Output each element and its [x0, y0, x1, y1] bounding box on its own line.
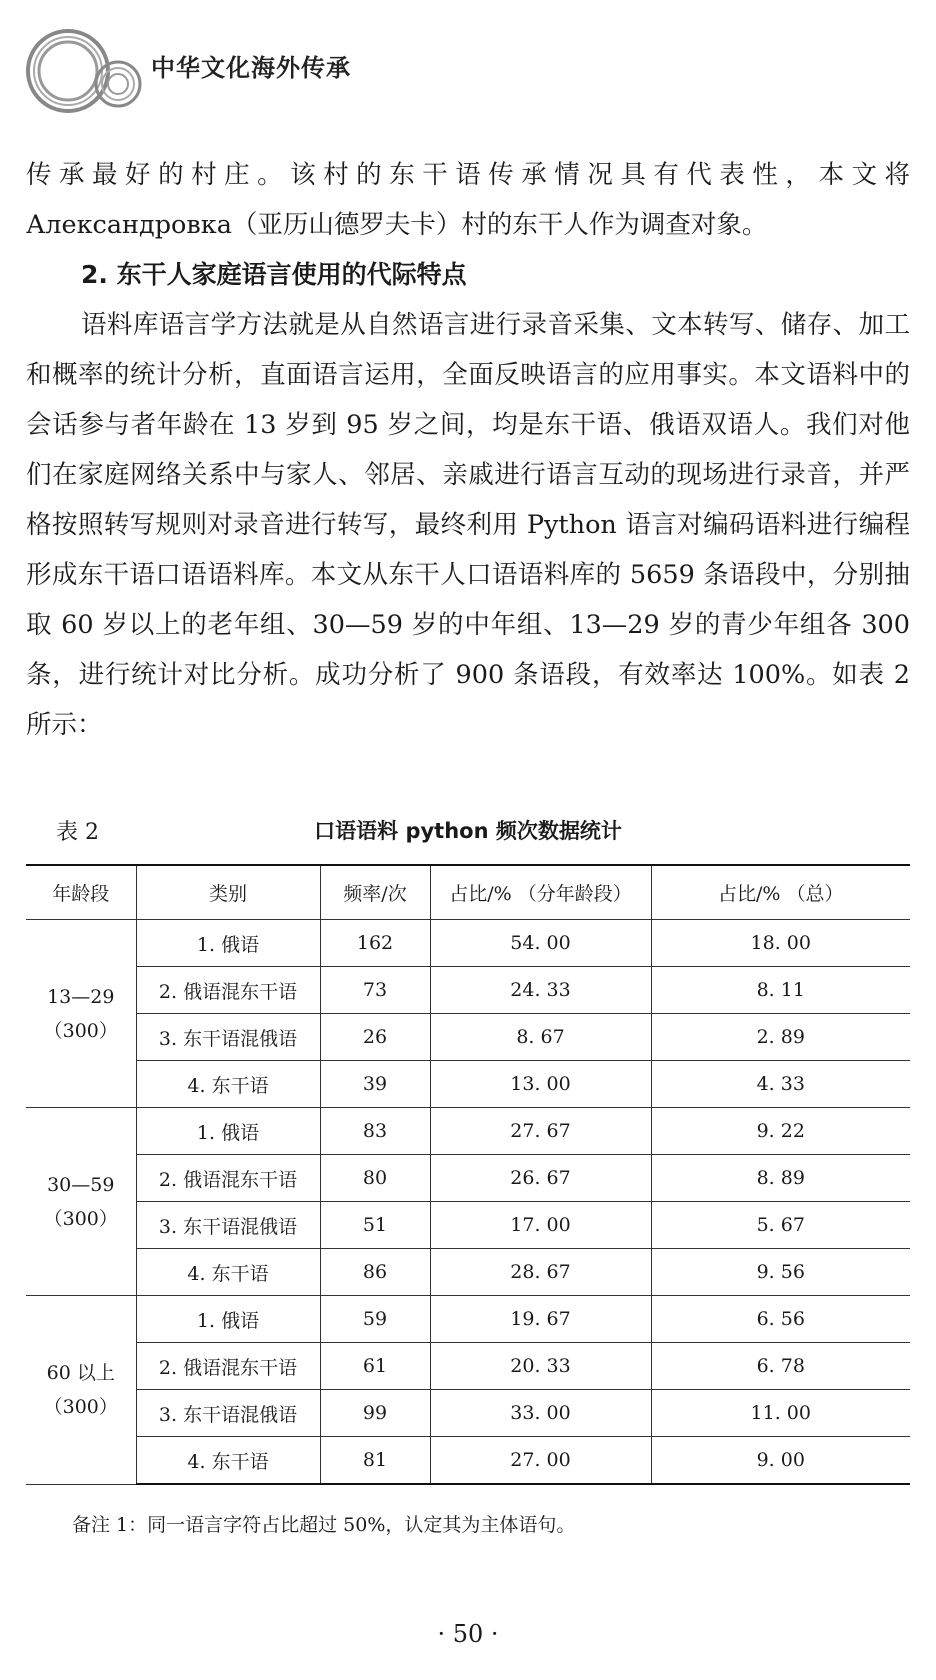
- percent-group-cell: 26. 67: [430, 1155, 651, 1202]
- category-cell: 1. 俄语: [136, 1108, 320, 1155]
- category-cell: 3. 东干语混俄语: [136, 1202, 320, 1249]
- table-row: [26, 1296, 910, 1343]
- age-group-cell: [26, 1296, 136, 1485]
- frequency-cell: 81: [320, 1437, 430, 1485]
- percent-group-cell: 13. 00: [430, 1061, 651, 1108]
- table-row: [26, 1249, 910, 1296]
- header-percent-group: 占比/% （分年龄段）: [430, 865, 651, 920]
- section-heading: 2. 东干人家庭语言使用的代际特点: [81, 260, 467, 289]
- circles-logo-icon: [26, 26, 146, 116]
- percent-total-cell: 5. 67: [651, 1202, 910, 1249]
- category-cell: 1. 俄语: [136, 920, 320, 967]
- percent-total-cell: 18. 00: [651, 920, 910, 967]
- age-group-cell: [26, 1108, 136, 1296]
- percent-total-cell: 2. 89: [651, 1014, 910, 1061]
- category-cell: 1. 俄语: [136, 1296, 320, 1343]
- age-group-cell: [26, 920, 136, 1108]
- table-row: [26, 1437, 910, 1485]
- percent-group-cell: 54. 00: [430, 920, 651, 967]
- category-cell: 2. 俄语混东干语: [136, 967, 320, 1014]
- table-row: [26, 967, 910, 1014]
- percent-group-cell: 33. 00: [430, 1390, 651, 1437]
- header-category: 类别: [136, 865, 320, 920]
- frequency-cell: 83: [320, 1108, 430, 1155]
- table-row: [26, 1155, 910, 1202]
- percent-group-cell: 17. 00: [430, 1202, 651, 1249]
- header-percent-total: 占比/% （总）: [651, 865, 910, 920]
- frequency-cell: 26: [320, 1014, 430, 1061]
- frequency-cell: 162: [320, 920, 430, 967]
- percent-group-cell: 8. 67: [430, 1014, 651, 1061]
- percent-total-cell: 6. 78: [651, 1343, 910, 1390]
- frequency-cell: 80: [320, 1155, 430, 1202]
- table-title: 口语语料 python 频次数据统计: [314, 819, 622, 843]
- frequency-cell: 59: [320, 1296, 430, 1343]
- percent-total-cell: 11. 00: [651, 1390, 910, 1437]
- frequency-table: [26, 864, 910, 1485]
- frequency-cell: 86: [320, 1249, 430, 1296]
- category-cell: 2. 俄语混东干语: [136, 1155, 320, 1202]
- table-header-row: [26, 865, 910, 920]
- table-row: [26, 1014, 910, 1061]
- table-caption: [26, 815, 910, 847]
- paragraph-2: 语料库语言学方法就是从自然语言进行录音采集、文本转写、储存、加工和概率的统计分析，直面语言运用，全面反映语言的应用事实。本文语料中的会话参与者年龄在 13 岁到 95 岁之间，均是东干语、俄语双语人。我们对他们在家庭网络关系中与家人、邻居、亲戚进行语言互动的现场进行录音，并严格按照转写规则对录音进行转写，最终利用 Python 语言对编码语料进行编程形成东干语口语语料库。本文从东干人口语语料库的 5659 条语段中，分别抽取 60 岁以上的老年组、30—59 岁的中年组、13—29 岁的青少年组各 300 条，进行统计对比分析。成功分析了 900 条语段，有效率达 100%。如表 2 所示：: [26, 310, 910, 740]
- age-range: 60 以上: [46, 1361, 115, 1384]
- percent-total-cell: 6. 56: [651, 1296, 910, 1343]
- percent-total-cell: 9. 56: [651, 1249, 910, 1296]
- percent-total-cell: 9. 00: [651, 1437, 910, 1485]
- table-row: [26, 920, 910, 967]
- percent-group-cell: 27. 00: [430, 1437, 651, 1485]
- category-cell: 4. 东干语: [136, 1249, 320, 1296]
- category-cell: 3. 东干语混俄语: [136, 1014, 320, 1061]
- frequency-cell: 61: [320, 1343, 430, 1390]
- category-cell: 4. 东干语: [136, 1061, 320, 1108]
- table-row: [26, 1202, 910, 1249]
- percent-group-cell: 27. 67: [430, 1108, 651, 1155]
- age-range: 13—29: [47, 985, 115, 1008]
- paragraph-1: 传承最好的村庄。该村的东干语传承情况具有代表性，本文将Александровка（亚历山德罗夫卡）村的东干人作为调查对象。: [26, 160, 910, 240]
- category-cell: 2. 俄语混东干语: [136, 1343, 320, 1390]
- table-row: [26, 1390, 910, 1437]
- percent-total-cell: 8. 89: [651, 1155, 910, 1202]
- percent-group-cell: 19. 67: [430, 1296, 651, 1343]
- sample-count: （300）: [43, 1207, 118, 1230]
- age-range: 30—59: [47, 1173, 115, 1196]
- table-row: [26, 1108, 910, 1155]
- page-number: · 50 ·: [437, 1620, 499, 1648]
- percent-total-cell: 4. 33: [651, 1061, 910, 1108]
- body-text: [26, 150, 910, 750]
- percent-group-cell: 24. 33: [430, 967, 651, 1014]
- percent-group-cell: 28. 67: [430, 1249, 651, 1296]
- percent-total-cell: 9. 22: [651, 1108, 910, 1155]
- frequency-cell: 99: [320, 1390, 430, 1437]
- header-frequency: 频率/次: [320, 865, 430, 920]
- frequency-cell: 51: [320, 1202, 430, 1249]
- frequency-cell: 73: [320, 967, 430, 1014]
- sample-count: （300）: [43, 1395, 118, 1418]
- header-age: 年龄段: [26, 865, 136, 920]
- percent-total-cell: 8. 11: [651, 967, 910, 1014]
- table-row: [26, 1061, 910, 1108]
- category-cell: 3. 东干语混俄语: [136, 1390, 320, 1437]
- book-title: 中华文化海外传承: [151, 54, 351, 82]
- sample-count: （300）: [43, 1019, 118, 1042]
- table-row: [26, 1343, 910, 1390]
- frequency-cell: 39: [320, 1061, 430, 1108]
- percent-group-cell: 20. 33: [430, 1343, 651, 1390]
- page-header: [26, 26, 526, 116]
- category-cell: 4. 东干语: [136, 1437, 320, 1485]
- table-label: 表 2: [56, 820, 99, 845]
- table-note: 备注 1：同一语言字符占比超过 50%，认定其为主体语句。: [72, 1514, 576, 1536]
